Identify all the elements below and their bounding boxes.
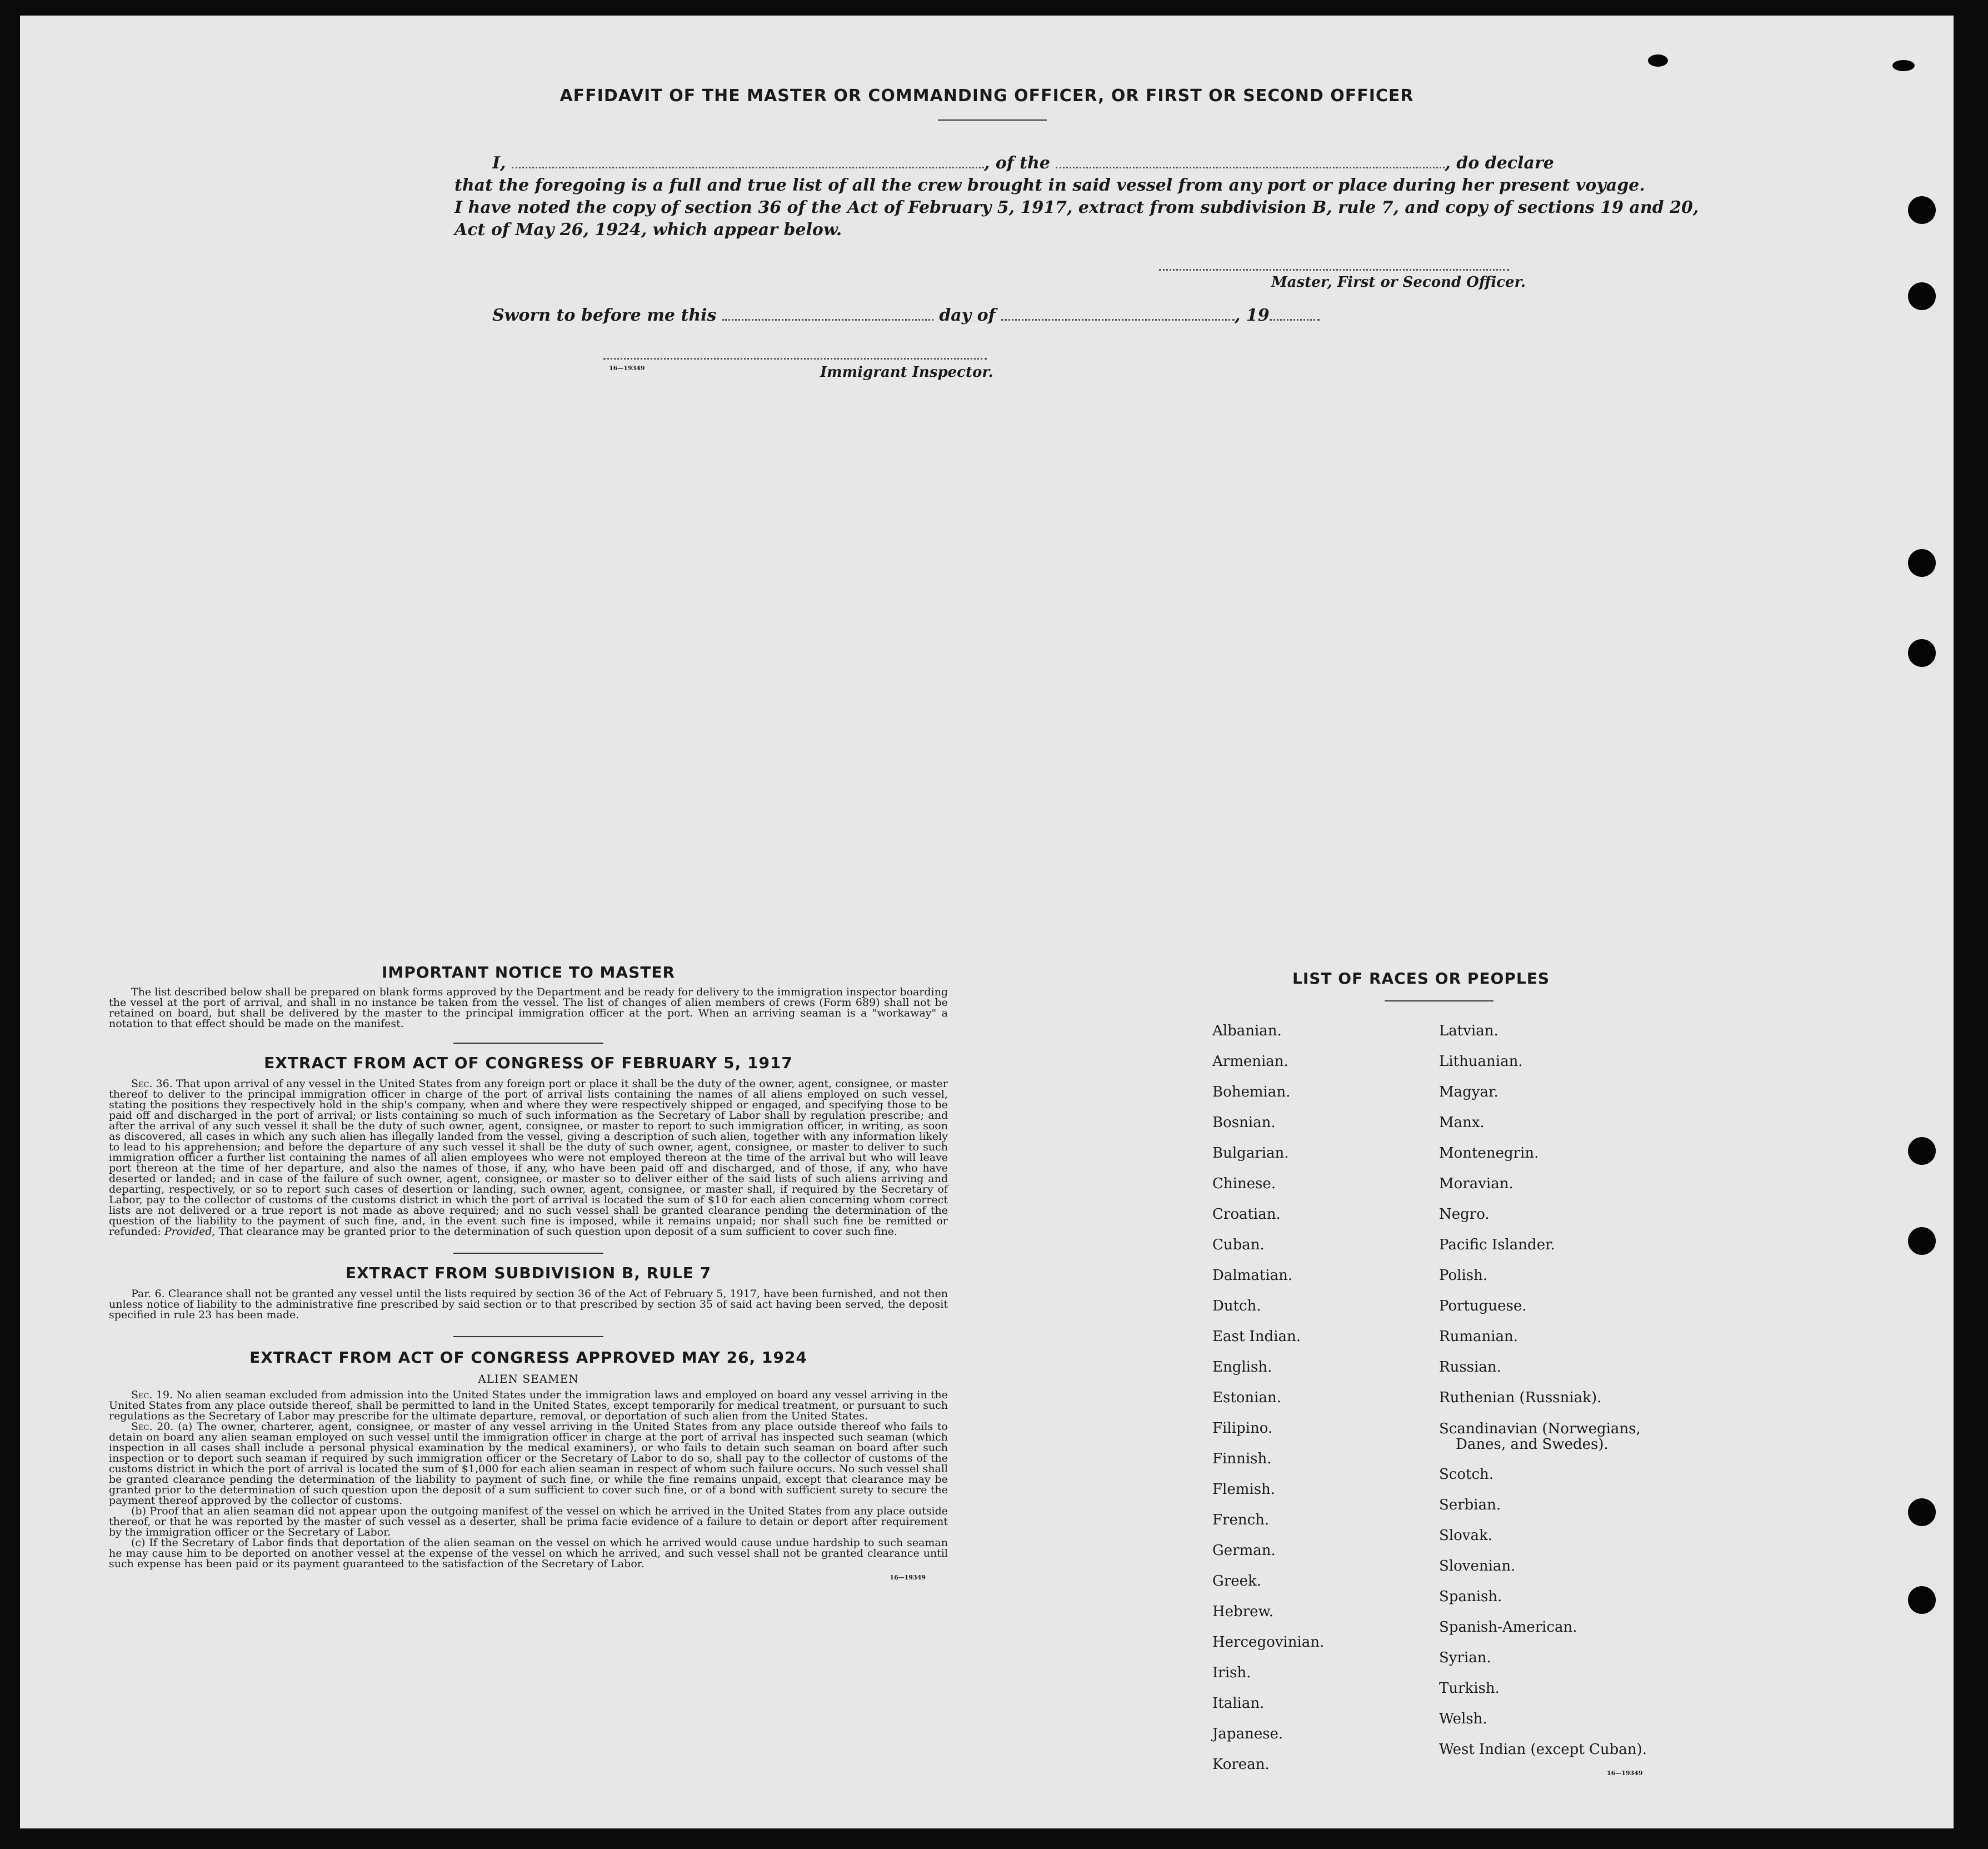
race-item: East Indian. [1212,1328,1301,1345]
races-title: LIST OF RACES OR PEOPLES [1292,969,1550,988]
day-of-label: day of [939,306,996,325]
race-item: Slovak. [1439,1527,1492,1544]
race-item: English. [1212,1359,1272,1375]
rule7-paragraph: Par. 6. Clearance shall not be granted any vessel until the lists required by section 36 of the Act of February 5, 1917, have been furnished, and not then unless notice of liability to the administrative fine prescribed by said section or to that prescribed by section 35 of said act having been served, the deposit specified in rule 23 has been made. [109,1288,948,1321]
race-item: Montenegrin. [1439,1145,1539,1162]
divider [453,1253,603,1254]
divider [938,119,1047,121]
sworn-month-field[interactable] [1001,317,1235,321]
sworn-year-field[interactable] [1270,317,1320,321]
race-item: Turkish. [1439,1680,1500,1697]
alien-seamen-subtitle: ALIEN SEAMEN [478,1372,579,1385]
race-item: Bohemian. [1212,1084,1291,1100]
race-item: Italian. [1212,1695,1265,1712]
sec-20-label: Sec. 20. [131,1421,174,1433]
race-item: Hercegovinian. [1212,1634,1325,1651]
divider [453,1043,603,1044]
race-item: Dutch. [1212,1298,1261,1314]
inspector-label: Immigrant Inspector. [820,364,993,381]
race-item: Pacific Islander. [1439,1237,1555,1253]
sec-36-end: That clearance may be granted prior to the determination of such question upon deposit of a sum sufficient to cover such fine. [218,1225,898,1238]
race-item: German. [1212,1542,1276,1559]
year-label: , 19 [1235,306,1270,325]
affidavit-line-4: Act of May 26, 1924, which appear below. [454,220,842,240]
race-item: Estonian. [1212,1389,1281,1406]
binder-hole [1908,1498,1936,1526]
form-code: 16—19349 [1607,1770,1643,1777]
affidavit-line-2: that the foregoing is a full and true list of all the crew brought in said vessel from any port or place during her present voyage. [454,176,1645,195]
sworn-label: Sworn to before me this [492,306,717,325]
sec-20a-text: (a) The owner, charterer, agent, consignee, or master of any vessel arriving in the United States from any place outside thereof who fails to detain on board any alien seaman employed on such vessel until the immigration officer in charge at the port of arrival has inspected such seaman (which inspection in all cases shall include a personal physical examination by the medical examiners), or who fails to detain such seaman on board after such inspection or to deport such seaman if required by such immigration officer or the Secretary of Labor to do so, shall pay to the collector of customs of the customs district in which the port of arrival is located the sum of $1,000 for each alien seaman in respect of whom such failure occurs. No such vessel shall be granted clearance pending the determination of the liability to payment of such fine, or while the fine remains unpaid, except that clearance may be granted prior to the determination of such question upon the deposit of a sum sufficient to cover such fine, or of a bond with sufficient surety to secure the payment thereof approved by the collector of customs. [109,1421,948,1507]
race-item: Serbian. [1439,1497,1501,1513]
form-code: 16—19349 [609,365,645,372]
sec-36-text: That upon arrival of any vessel in the United States from any foreign port or place it shall be the duty of the owner, agent, consignee, or master thereof to deliver to the principal immigration officer in charge of the port of arrival lists containing the names of all aliens employed on such vessel, stating the positions they respectively hold in the ship's company, when and where they were respectively shipped or engaged, and specifying those to be paid off and discharged in the port of arrival; or lists containing so much of such information as the Secretary of Labor shall by regulation prescribe; and after the arrival of any such vessel it shall be the duty of such owner, agent, consignee, or master to report to such immigration officer, in writing, as soon as discovered, all cases in which any such alien has illegally landed from the vessel, giving a description of such alien, together with any information likely to lead to his apprehension; and before the departure of any such vessel it shall be the duty of such owner, agent, consignee, or master to deliver to such immigration officer a further list containing the names of all alien employees who were not employed thereon at the time of the arrival but who will leave port thereon at the time of her departure, and also the names of those, if any, who have been paid off and discharged, and of those, if any, who have deserted or landed; and in case of the failure of such owner, agent, consignee, or master so to deliver either of the said lists of such aliens arriving and departing, respectively, or so to report such cases of desertion or landing, such owner, agent, consignee, or master shall, if required by the Secretary of Labor, pay to the collector of customs of the customs district in which the port of arrival is located the sum of $10 for each alien concerning whom correct lists are not delivered or a true report is not made as above required; and no such vessel shall be granted clearance pending the determination of the question of the liability to the payment of such fine, and, in the event such fine is imposed, while it remains unpaid; nor shall such fine be remitted or refunded: [109,1078,948,1238]
binder-hole [1908,1586,1936,1614]
i-label: I, [492,153,506,173]
race-item: Syrian. [1439,1649,1491,1666]
race-item: Magyar. [1439,1084,1499,1100]
binder-hole [1908,196,1936,224]
form-code: 16—19349 [890,1574,926,1581]
race-item: Chinese. [1212,1175,1276,1192]
master-signature-field[interactable] [1159,267,1509,271]
form-page [20,16,1954,1828]
affidavit-title: AFFIDAVIT OF THE MASTER OR COMMANDING OFFICER, OR FIRST OR SECOND OFFICER [560,86,1414,106]
binder-hole [1908,1227,1936,1255]
race-item: Manx. [1439,1114,1485,1131]
race-item: West Indian (except Cuban). [1439,1741,1647,1758]
race-item: Russian. [1439,1359,1501,1375]
sec-19-text: No alien seaman excluded from admission into the United States under the immigration laws and employed on board any vessel arriving in the United States from any place outside thereof, shall be permitted to land in the United States, except temporarily for medical treatment, or pursuant to such regulations as the Secretary of Labor may prescribe for the ultimate departure, removal, or deportation of such alien from the United States. [109,1389,948,1422]
notice-text [109,987,948,1029]
race-item: Flemish. [1212,1481,1276,1498]
race-item: Japanese. [1212,1726,1283,1742]
race-item: Greek. [1212,1573,1261,1589]
extract-1924-text [109,1390,948,1569]
sworn-day-field[interactable] [722,317,933,321]
of-the-label: , of the [983,153,1050,173]
race-item: Polish. [1439,1267,1488,1284]
race-item: Welsh. [1439,1711,1487,1727]
race-item: Portuguese. [1439,1298,1527,1314]
race-item: Filipino. [1212,1420,1273,1437]
extract-1924-title: EXTRACT FROM ACT OF CONGRESS APPROVED MAY 26, 1924 [249,1348,807,1367]
sworn-line [492,305,1320,327]
extract-1917-text [109,1079,948,1237]
race-item: Korean. [1212,1756,1270,1773]
race-item: Moravian. [1439,1175,1514,1192]
extract-1917-title: EXTRACT FROM ACT OF CONGRESS OF FEBRUARY 5, 1917 [264,1054,793,1072]
affidavit-line-3: I have noted the copy of section 36 of the Act of February 5, 1917, extract from subdivision B, rule 7, and copy of sections 19 and 20, [454,198,1699,217]
race-item: Cuban. [1212,1237,1265,1253]
ink-blot [1648,54,1668,67]
race-item: Armenian. [1212,1053,1288,1070]
sec-20c-text: (c) If the Secretary of Labor finds that deportation of the alien seaman on the vessel on which he arrived would cause undue hardship to such seaman he may cause him to be deported on another vessel at the expense of the vessel on which he arrived, and such vessel shall not be granted clearance until such expense has been paid or its payment guaranteed to the satisfaction of the Secretary of Labor. [109,1537,948,1570]
divider [453,1336,603,1337]
binder-hole [1908,282,1936,310]
race-item: Ruthenian (Russniak). [1439,1389,1602,1406]
race-item: Irish. [1212,1664,1251,1681]
vessel-name-field[interactable] [1056,165,1445,168]
race-item: Lithuanian. [1439,1053,1523,1070]
race-item: Latvian. [1439,1023,1499,1039]
inspector-signature-field[interactable] [603,356,987,360]
race-item: Negro. [1439,1206,1490,1223]
race-item: Croatian. [1212,1206,1281,1223]
affidavit-line-1 [492,152,1554,175]
extract-rule7-text [109,1289,948,1320]
race-item: Danes, and Swedes). [1456,1436,1609,1453]
race-item: Spanish. [1439,1588,1502,1605]
provided-label: Provided, [164,1225,216,1238]
sec-36-label: Sec. 36. [131,1078,173,1090]
master-name-field[interactable] [512,165,984,168]
race-item: Finnish. [1212,1451,1272,1467]
races-left-column [1212,1016,1324,1780]
sec-19-label: Sec. 19. [131,1389,173,1401]
race-item: Albanian. [1212,1023,1282,1039]
extract-rule7-title: EXTRACT FROM SUBDIVISION B, RULE 7 [345,1264,712,1282]
notice-paragraph: The list described below shall be prepared on blank forms approved by the Department and be ready for delivery to the immigration inspector boarding the vessel at the port of arrival, and shall in no instance be taken from the vessel. The list of changes of alien members of crews (Form 689) shall not be retained on board, but shall be delivered by the master to the principal immigration officer at the port. When an arriving seaman is a "workaway" a notation to that effect should be made on the manifest. [109,986,948,1030]
master-signature-label: Master, First or Second Officer. [1271,274,1526,291]
binder-hole [1908,549,1936,577]
sec-20b-text: (b) Proof that an alien seaman did not appear upon the outgoing manifest of the vessel on which he arrived in the United States from any place outside thereof, or that he was reported by the master of such vessel as a deserter, shall be prima facie evidence of a failure to detain or deport after requirement by the immigration officer or the Secretary of Labor. [109,1505,948,1538]
ink-blot [1892,60,1915,71]
race-item: Spanish-American. [1439,1619,1577,1636]
race-item: Scotch. [1439,1466,1494,1483]
race-item: Bosnian. [1212,1114,1276,1131]
notice-title: IMPORTANT NOTICE TO MASTER [381,963,676,981]
binder-hole [1908,1137,1936,1165]
race-item: French. [1212,1512,1270,1528]
race-item: Hebrew. [1212,1603,1273,1620]
race-item: Scandinavian (Norwegians, [1439,1421,1641,1437]
race-item: Rumanian. [1439,1328,1519,1345]
race-item: Dalmatian. [1212,1267,1293,1284]
do-declare-label: , do declare [1445,153,1554,173]
divider [1385,1000,1494,1001]
race-item: Slovenian. [1439,1558,1516,1574]
races-right-column [1439,1016,1647,1765]
legal-column [109,963,948,1581]
binder-hole [1908,639,1936,667]
race-item: Bulgarian. [1212,1145,1289,1162]
